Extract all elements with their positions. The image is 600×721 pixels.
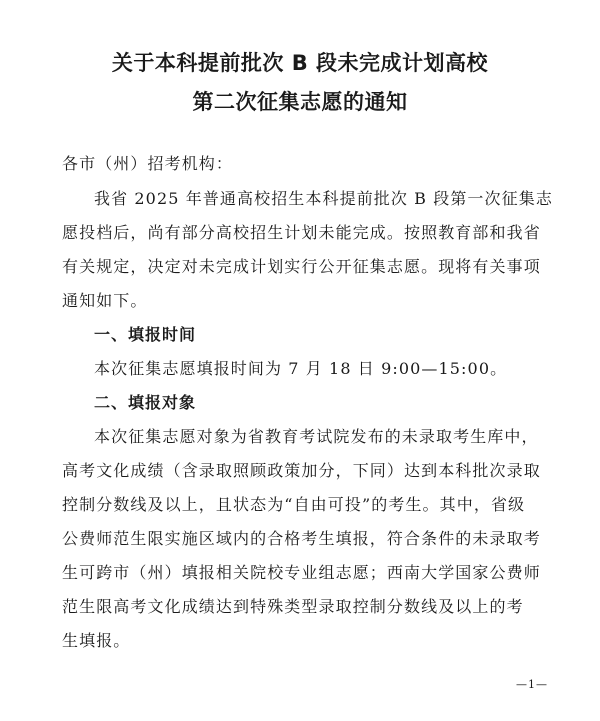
document-title-line-2: 第二次征集志愿的通知 (192, 90, 408, 114)
section-2-line-1: 本次征集志愿对象为省教育考试院发布的未录取考生库中， (94, 427, 539, 446)
section-2-line-6: 范生限高考文化成绩达到特殊类型录取控制分数线及以上的考 (62, 597, 524, 616)
page-number: —1— (516, 678, 548, 691)
section-1-text: 本次征集志愿填报时间为 7 月 18 日 9:00—15:00。 (94, 359, 508, 378)
salutation: 各市（州）招考机构： (62, 154, 234, 173)
section-2-line-7: 生填报。 (62, 631, 131, 650)
paragraph-1-line-2: 愿投档后，尚有部分高校招生计划未能完成。按照教育部和我省 (62, 223, 541, 242)
section-2-line-3: 控制分数线及以上，且状态为“自由可投”的考生。其中，省级 (62, 495, 526, 514)
section-1-heading: 一、填报时间 (94, 325, 197, 344)
paragraph-1-line-1: 我省 2025 年普通高校招生本科提前批次 B 段第一次征集志 (94, 189, 553, 208)
section-2-line-4: 公费师范生限实施区域内的合格考生填报，符合条件的未录取考 (62, 529, 541, 548)
section-2-line-5: 生可跨市（州）填报相关院校专业组志愿；西南大学国家公费师 (62, 563, 541, 582)
section-2-heading: 二、填报对象 (94, 393, 197, 412)
paragraph-1-line-3: 有关规定，决定对未完成计划实行公开征集志愿。现将有关事项 (62, 257, 541, 276)
paragraph-1-line-4: 通知如下。 (62, 291, 148, 310)
section-2-line-2: 高考文化成绩（含录取照顾政策加分，下同）达到本科批次录取 (62, 461, 541, 480)
document-title-line-1: 关于本科提前批次 B 段未完成计划高校 (111, 51, 489, 75)
